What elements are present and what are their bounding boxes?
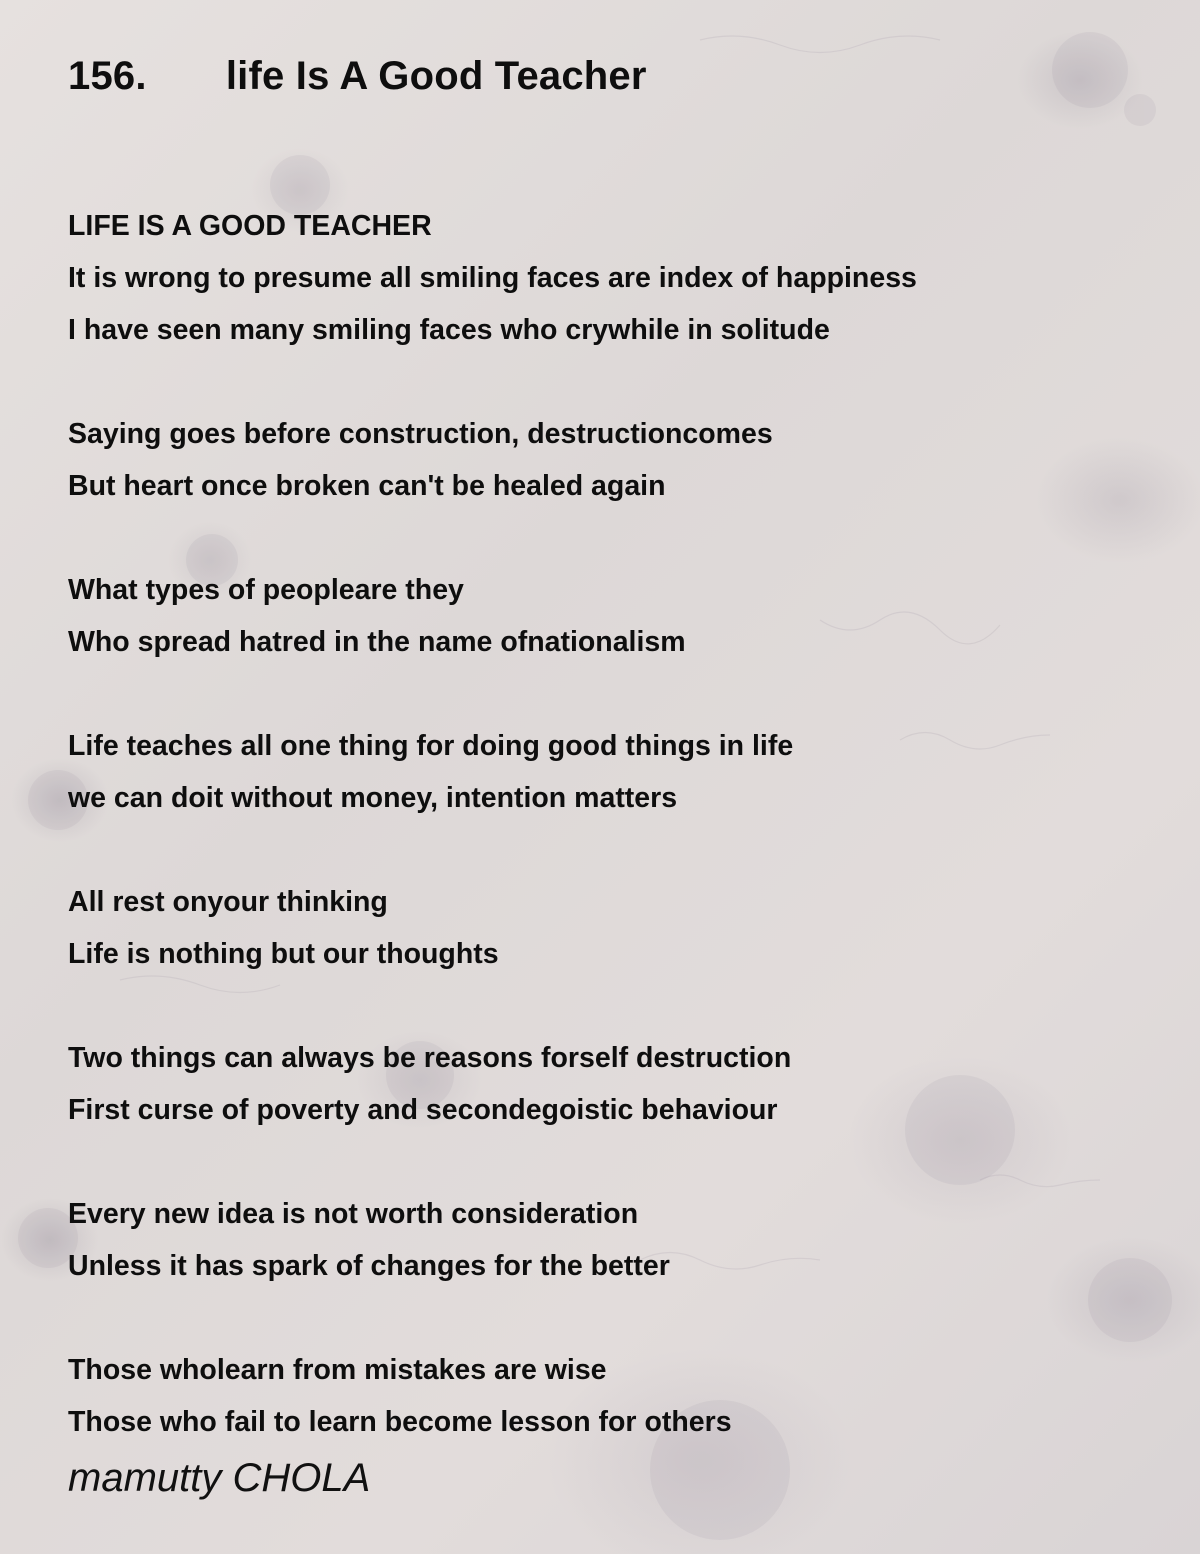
stanza — [68, 564, 1168, 668]
stanza — [68, 720, 1168, 824]
poem-line: I have seen many smiling faces who crywhile in solitude — [68, 314, 830, 346]
poem-line: Who spread hatred in the name ofnationalism — [68, 626, 686, 658]
poem-line: First curse of poverty and secondegoistic behaviour — [68, 1094, 778, 1126]
stanza — [68, 1032, 1168, 1136]
poem-line: Every new idea is not worth consideration — [68, 1198, 639, 1230]
poem-container — [68, 50, 1168, 1500]
poem-line: we can doit without money, intention matters — [68, 782, 678, 814]
stanza — [68, 200, 1168, 356]
poem-line: What types of peopleare they — [68, 574, 464, 606]
stanza — [68, 1344, 1168, 1448]
poem-line: Saying goes before construction, destructioncomes — [68, 418, 773, 450]
stanza — [68, 876, 1168, 980]
poem-title: 156. life Is A Good Teacher — [68, 54, 647, 98]
poem-line: Two things can always be reasons forself destruction — [68, 1042, 792, 1074]
poem-line: Those wholearn from mistakes are wise — [68, 1354, 607, 1386]
poem-line: Those who fail to learn become lesson for others — [68, 1406, 732, 1438]
poem-line: All rest onyour thinking — [68, 886, 388, 918]
poem-line: Life teaches all one thing for doing good things in life — [68, 730, 794, 762]
poem-line: But heart once broken can't be healed again — [68, 470, 666, 502]
poem-line: It is wrong to presume all smiling faces are index of happiness — [68, 262, 917, 294]
poem-line: Unless it has spark of changes for the better — [68, 1250, 670, 1282]
poem-line: Life is nothing but our thoughts — [68, 938, 499, 970]
poem-line: LIFE IS A GOOD TEACHER — [68, 210, 432, 242]
poem-author: mamutty CHOLA — [68, 1456, 371, 1500]
stanza — [68, 1188, 1168, 1292]
stanza — [68, 408, 1168, 512]
poem-body — [68, 200, 1168, 1448]
